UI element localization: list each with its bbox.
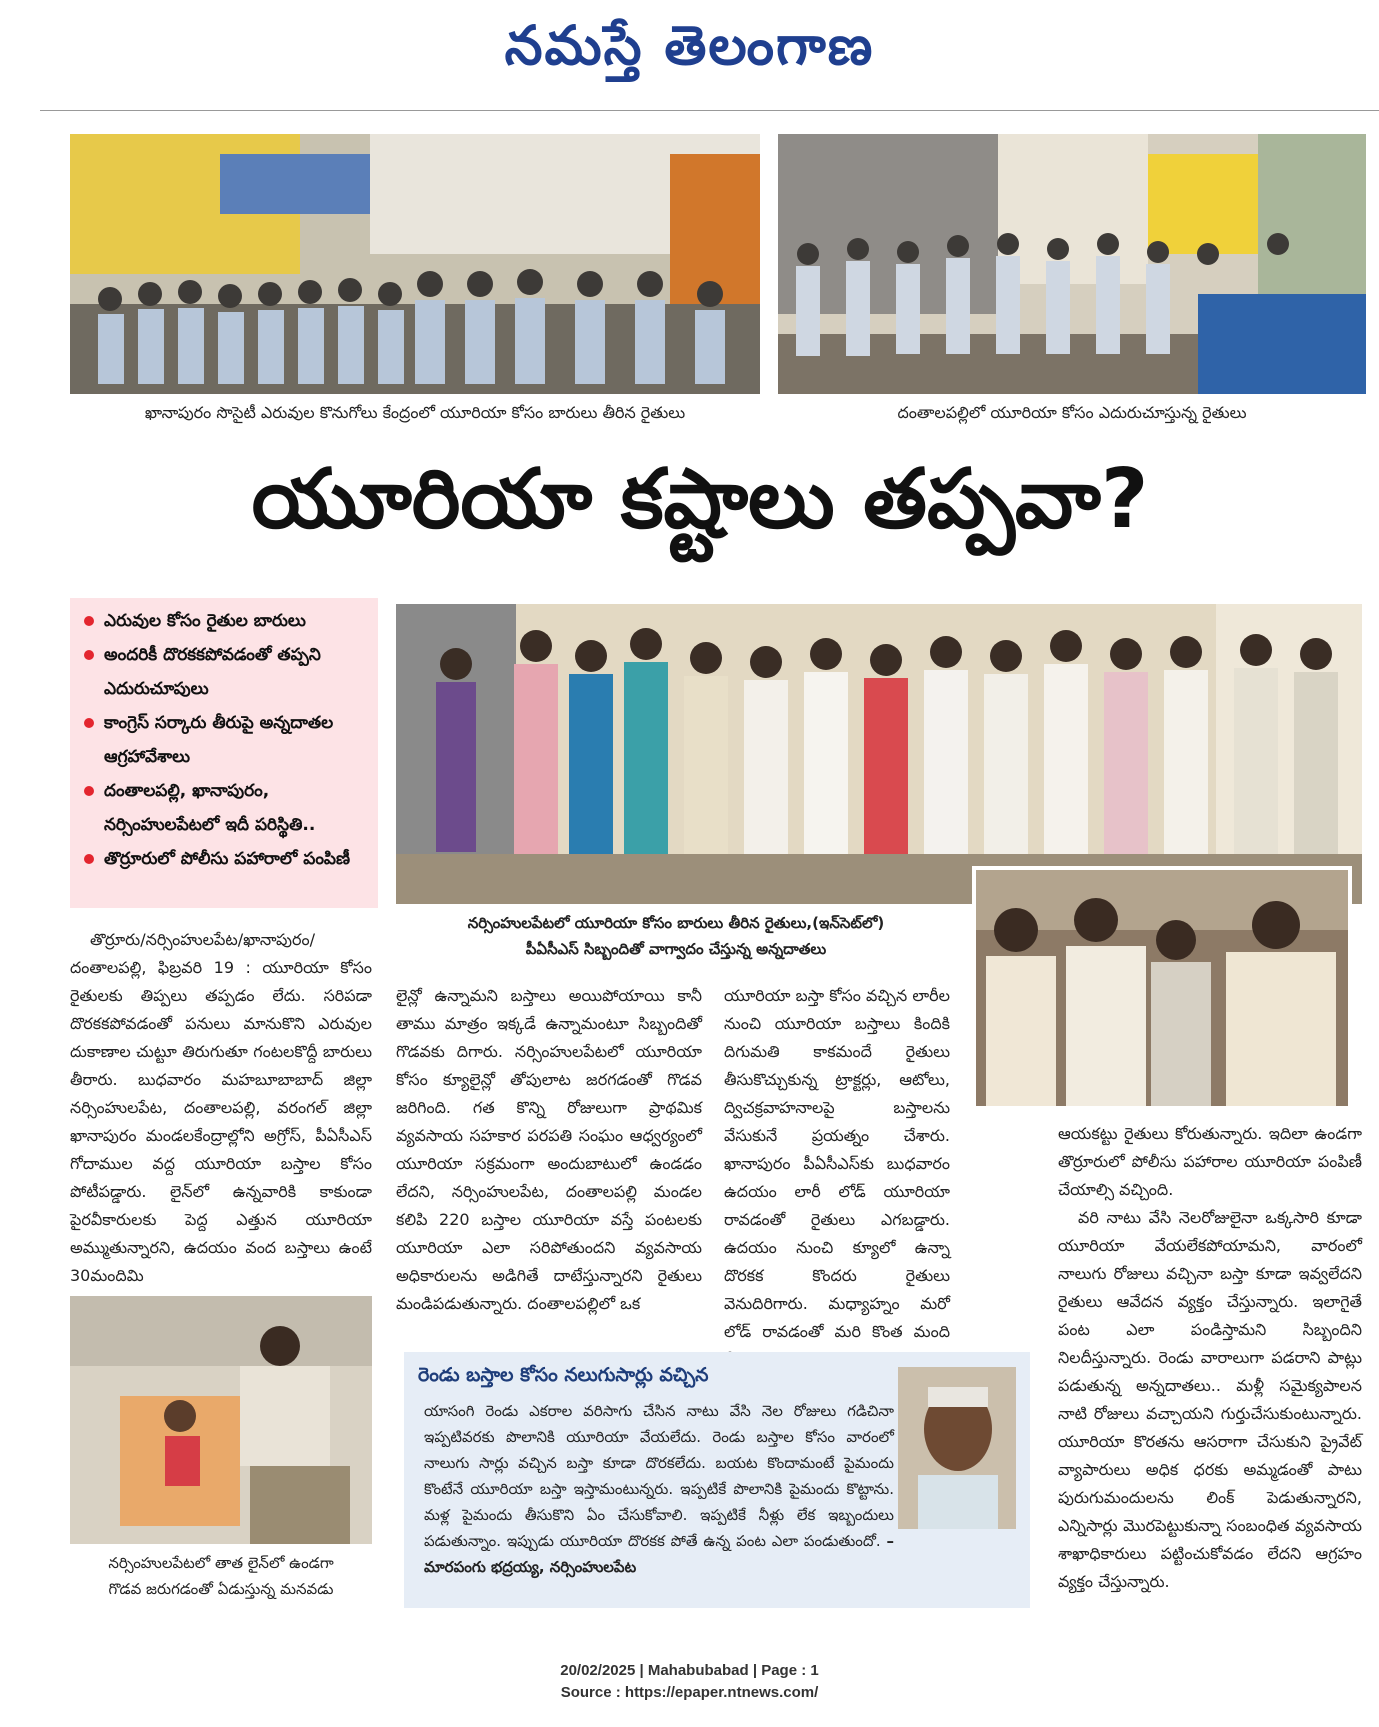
caption-narsimhulapet-line1: నర్సింహులపేటలో యూరియా కోసం బారులు తీరిన రైతులు,(ఇన్‌సెట్‌లో) (467, 914, 885, 932)
caption-dantalapalli: దంతాలపల్లిలో యూరియా కోసం ఎదురుచూస్తున్న రైతులు (897, 403, 1247, 422)
page-footer (0, 1660, 1379, 1704)
photo-farmer-portrait (898, 1367, 1016, 1529)
highlight-item: కాంగ్రెస్ సర్కారు తీరుపై అన్నదాతల ఆగ్రహావేశాలు (84, 706, 368, 774)
masthead-divider (40, 110, 1379, 111)
quote-title: రెండు బస్తాల కోసం నలుగుసార్లు వచ్చిన (418, 1364, 709, 1386)
caption-grandson-line2: గొడవ జరుగడంతో ఏడుస్తున్న మనవడు (108, 1580, 334, 1598)
article-paragraph: ఆయకట్టు రైతులు కోరుతున్నారు. ఇదిలా ఉండగా తొర్రూరులో పోలీసు పహారాల యూరియా పంపిణీ చేయాల్సి వచ్చింది. (1058, 1124, 1362, 1199)
article-paragraph: యూరియా బస్తా కోసం వచ్చిన లారీల నుంచి యూరియా బస్తాలు కిందికి దిగుమతి కాకమందే రైతులు తీసుకొచ్చుకున్న ట్రాక్టర్లు, ఆటోలు, ద్విచక్రవాహనాలపై బస్తాలను వేసుకునే ప్రయత్నం చేశారు. ఖానాపురం పీఏసీఎస్‌కు బుధవారం ఉదయం లారీ లోడ్ యూరియా రావడంతో రైతులు ఎగబడ్డారు. ఉదయం నుంచి క్యూలో ఉన్నా దొరకక కొందరు రైతులు వెనుదిరిగారు. మధ్యాహ్నం మరో లోడ్ రావడంతో మరి కొంత మంది (724, 986, 950, 1341)
article-column-2 (396, 982, 702, 1338)
article-paragraph: తొర్రూరు/నర్సింహులపేట/ఖానాపురం/దంతాలపల్లి, ఫిబ్రవరి 19 : యూరియా కోసం రైతులకు తిప్పలు తప్పడం లేదు. సరిపడా దొరకకపోవడంతో పనులు మానుకొని ఎరువుల దుకాణాల చుట్టూ తిరుగుతూ గంటలకొద్దీ బారులు తీరారు. బుధవారం మహబూబాబాద్ జిల్లా నర్సింహులపేట, దంతాలపల్లి, వరంగల్ జిల్లా ఖానాపురం మండలకేంద్రాల్లోని అగ్రోస్, పీఏసీఎస్ గోదాముల వద్ద యూరియా బస్తాల కోసం పోటీపడ్డారు. లైన్‌లో ఉన్నవారికి కాకుండా పైరవీకారులకు పెద్ద ఎత్తున యూరియా అమ్ముతున్నారని, ఉదయం వంద బస్తాలు ఉంటే 30మందిమి (70, 930, 372, 1285)
article-paragraph: లైన్లో ఉన్నామని బస్తాలు అయిపోయాయి కానీ తాము మాత్రం ఇక్కడే ఉన్నామంటూ సిబ్బందితో గొడవకు దిగారు. నర్సింహులపేటలో యూరియా కోసం క్యూలైన్లో తోపులాట జరగడంతో గొడవ జరిగింది. గత కొన్ని రోజులుగా ప్రాథమిక వ్యవసాయ సహకార పరపతి సంఘం ఆధ్వర్యంలో యూరియా సక్రమంగా అందుబాటులో ఉండడం లేదని, నర్సింహులపేట, దంతాలపల్లి మండల కలిపి 220 బస్తాల యూరియా వస్తే పంటలకు యూరియా ఎలా సరిపోతుందని వ్యవసాయ అధికారులను అడిగితే దాటేస్తున్నారని రైతులు మండిపడుతున్నారు. దంతాలపల్లిలో ఒక (396, 986, 702, 1313)
article-column-4 (1058, 1120, 1362, 1620)
highlights-box (70, 598, 378, 908)
masthead-title: నమస్తే తెలంగాణ (504, 13, 875, 77)
footer-source: Source : https://epaper.ntnews.com/ (560, 1684, 819, 1701)
highlight-item: అందరికీ దొరకకపోవడంతో తప్పని ఎదురుచూపులు (84, 638, 368, 706)
footer-date-edition: 20/02/2025 | Mahabubabad | Page : 1 (560, 1662, 819, 1679)
photo-inset-argument (972, 866, 1352, 1110)
highlight-item: దంతాలపల్లి, ఖానాపురం, నర్సింహులపేటలో ఇదీ పరిస్థితి.. (84, 774, 368, 842)
photo-narsimhulapet-queue (396, 604, 1362, 904)
photo-dantalapalli-farmers (778, 134, 1366, 394)
article-column-1 (70, 926, 372, 1286)
photo-khanapuram-queue (70, 134, 760, 394)
quote-signature: – మారపంగు భద్రయ్య, నర్సింహులపేట (424, 1532, 894, 1576)
article-paragraph: వరి నాటు వేసి నెలరోజులైనా ఒక్కసారి కూడా యూరియా వేయలేకపోయామని, వారంలో నాలుగు రోజులు వచ్చినా బస్తా కూడా ఇవ్వలేదని రైతులు ఆవేదన వ్యక్తం చేస్తున్నారు. ఇలాగైతే పంట ఎలా పండిస్తామని సిబ్బందిని నిలదీస్తున్నారు. రెండు వారాలుగా పడరాని పాట్లు పడుతున్న అన్నదాతలు.. మళ్లీ సమైక్యపాలన నాటి రోజులు వచ్చాయని గుర్తుచేసుకుంటున్నారు. యూరియా కొరతను ఆసరాగా చేసుకుని ప్రైవేట్ వ్యాపారులు అధిక ధరకు అమ్మడంతో పాటు పురుగుమందులను లింక్ పెడుతున్నారని, ఎన్నిసార్లు మొరపెట్టుకున్నా సంబంధిత వ్యవసాయ శాఖాధికారులు పట్టించుకోవడం లేదని ఆగ్రహం వ్యక్తం చేస్తున్నారు. (1058, 1208, 1362, 1591)
quote-body: యాసంగి రెండు ఎకరాల వరిసాగు చేసిన నాటు వేసి నెల రోజులు గడిచినా ఇప్పటివరకు పొలానికి యూరియా వేయలేదు. రెండు బస్తాల కోసం వారంలో నాలుగు సార్లు వచ్చిన బస్తా కూడా దొరకలేదు. బయట కొందామంటే పైమందు కొంటేనే యూరియా బస్తా ఇస్తామంటున్నరు. ఇప్పటికే పొలానికి పైమందు కొట్టాను. మళ్ల పైమందు తీసుకొని ఏం చేసుకోవాలి. ఇప్పటికే నీళ్లు లేక ఇబ్బందులు పడుతున్నాం. ఇప్పుడు యూరియా దొరకక పోతే ఉన్న పంట ఎలా పండుతుందో. (424, 1402, 894, 1550)
caption-grandson-line1: నర్సింహులపేటలో తాత లైన్‌లో ఉండగా (108, 1554, 334, 1572)
caption-khanapuram: ఖానాపురం సొసైటీ ఎరువుల కొనుగోలు కేంద్రంలో యూరియా కోసం బారులు తీరిన రైతులు (144, 403, 686, 422)
headline: యూరియా కష్టాలు తప్పవా? (251, 452, 1149, 547)
highlight-item: ఎరువుల కోసం రైతుల బారులు (84, 604, 368, 638)
photo-crying-grandson (70, 1296, 372, 1544)
quote-text (424, 1398, 894, 1580)
highlight-item: తొర్రూరులో పోలీసు పహారాలో పంపిణీ (84, 842, 368, 876)
article-column-3 (724, 982, 950, 1341)
caption-narsimhulapet-line2: పీఏసీఎస్ సిబ్బందితో వాగ్వాదం చేస్తున్న అన్నదాతలు (525, 940, 827, 958)
